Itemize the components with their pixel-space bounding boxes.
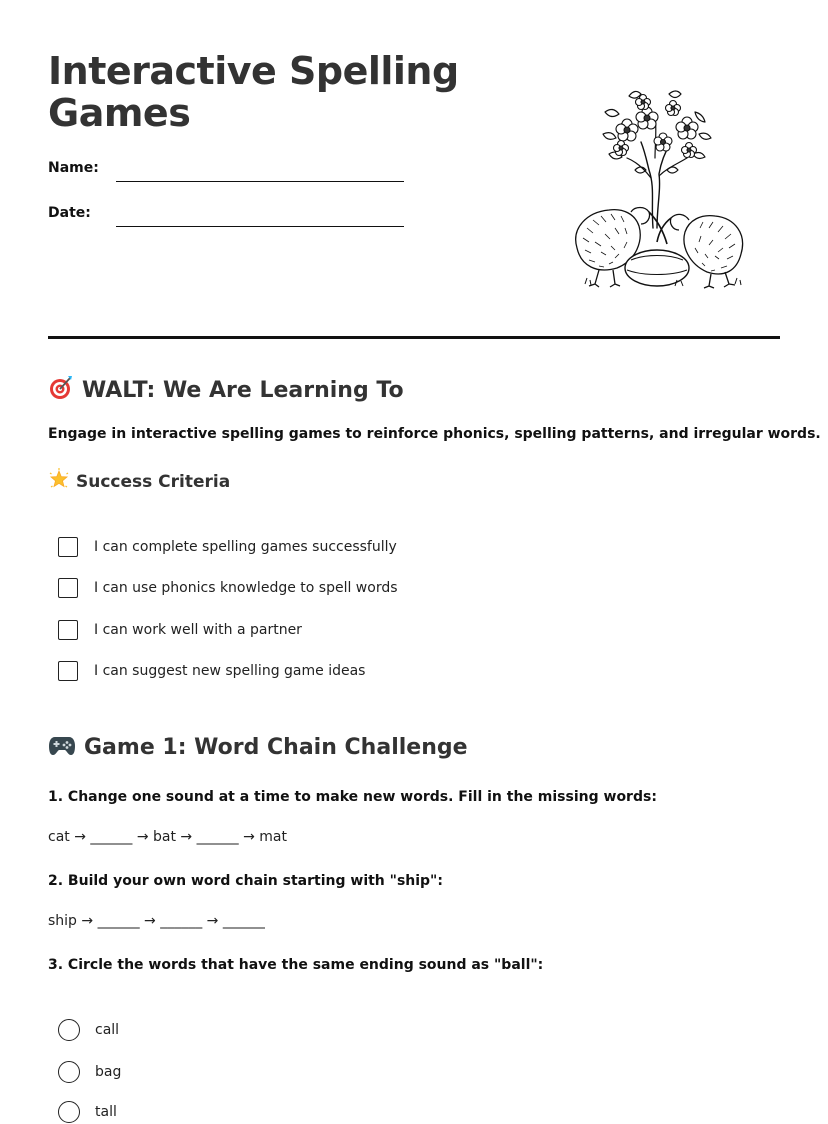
option-circle[interactable] xyxy=(58,1101,80,1123)
option-label: call xyxy=(95,1022,120,1038)
criteria-item[interactable] xyxy=(58,576,398,600)
glowing-star-icon xyxy=(48,468,70,490)
name-line[interactable] xyxy=(116,181,404,182)
criteria-checkbox[interactable] xyxy=(58,661,78,681)
game1-question-2: 2. Build your own word chain starting with "ship": xyxy=(48,873,443,889)
game1-heading-text: Game 1: Word Chain Challenge xyxy=(84,735,468,760)
target-dart-icon xyxy=(48,374,74,400)
criteria-item[interactable] xyxy=(58,535,397,559)
criteria-item[interactable] xyxy=(58,659,365,683)
date-line[interactable] xyxy=(116,226,404,227)
header-divider xyxy=(48,336,780,339)
criteria-label: I can complete spelling games successfully xyxy=(94,539,397,555)
game1-question-3: 3. Circle the words that have the same ending sound as "ball": xyxy=(48,957,544,973)
option-circle[interactable] xyxy=(58,1061,80,1083)
ending-sound-option[interactable] xyxy=(58,1100,117,1124)
success-criteria-heading-text: Success Criteria xyxy=(76,472,231,492)
date-field[interactable] xyxy=(48,205,408,229)
walt-heading xyxy=(48,374,404,403)
criteria-label: I can suggest new spelling game ideas xyxy=(94,663,366,679)
option-label: bag xyxy=(95,1064,122,1080)
game1-question-1: 1. Change one sound at a time to make new words. Fill in the missing words: xyxy=(48,789,657,805)
criteria-label: I can work well with a partner xyxy=(94,622,302,638)
name-field[interactable] xyxy=(48,160,408,184)
criteria-item[interactable] xyxy=(58,618,302,642)
walt-heading-text: WALT: We Are Learning To xyxy=(82,378,404,403)
game1-heading xyxy=(48,733,468,760)
criteria-label: I can use phonics knowledge to spell words xyxy=(94,580,398,596)
criteria-checkbox[interactable] xyxy=(58,620,78,640)
walt-description: Engage in interactive spelling games to reinforce phonics, spelling patterns, and irregular words. xyxy=(48,426,821,442)
date-label: Date: xyxy=(48,205,91,221)
criteria-checkbox[interactable] xyxy=(58,537,78,557)
word-chain-ship[interactable]: ship → ______ → ______ → ______ xyxy=(48,913,265,929)
option-label: tall xyxy=(95,1104,117,1120)
success-criteria-heading xyxy=(48,468,230,492)
name-label: Name: xyxy=(48,160,99,176)
ending-sound-option[interactable] xyxy=(58,1060,121,1084)
word-chain-cat[interactable]: cat → ______ → bat → ______ → mat xyxy=(48,829,287,845)
option-circle[interactable] xyxy=(58,1019,80,1041)
ending-sound-option[interactable] xyxy=(58,1018,119,1042)
kiwi-tree-illustration xyxy=(565,78,750,290)
criteria-checkbox[interactable] xyxy=(58,578,78,598)
page-title: Interactive Spelling Games xyxy=(48,49,459,135)
game-controller-icon xyxy=(48,733,76,757)
